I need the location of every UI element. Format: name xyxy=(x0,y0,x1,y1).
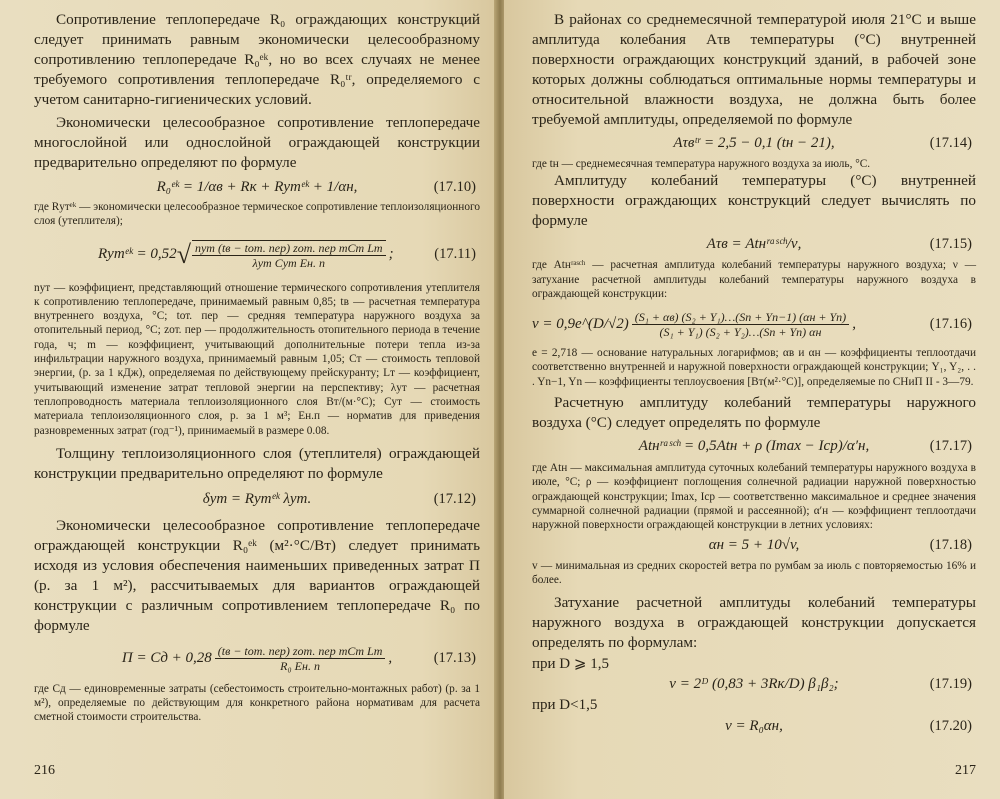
formula-17-11-fraction xyxy=(192,240,386,270)
formula-17-17-number: (17.17) xyxy=(929,437,972,454)
sqrt-sign: √ xyxy=(176,239,191,269)
right-page xyxy=(504,0,1000,799)
right-para-4: Затухание расчетной амплитуды колебаний температуры наружного воздуха в ограждающей конструкции допускается определять по формулам: xyxy=(532,594,976,652)
formula-17-16-denominator: (S₁ + Y₁) (S₂ + Y₂)…(Sn + Yn) αн xyxy=(659,324,822,339)
formula-17-11 xyxy=(34,235,480,275)
formula-17-17 xyxy=(532,435,976,457)
formula-17-16-left: ν = 0,9e^(D/√2) xyxy=(532,315,629,332)
left-definition-1: где Rутᵉᵏ — экономически целесообразное термическое сопротивление теплоизоляционного слоя (утеплителя); xyxy=(34,201,480,228)
right-para-1: В районах со среднемесячной температурой июля 21°С и выше амплитуда колебания Aτв температуры (°С) внутренней поверхности ограждающих конструкций зданий, в рабочей зоне которых должны соблюдаться оптимальные нормы температуры и относительной влажности воздуха, не должна быть более требуемой амплитуды, определяемой по формуле xyxy=(532,11,976,128)
formula-17-12-text: δут = Rутᵉᵏ λут. xyxy=(202,491,312,508)
formula-17-16-number: (17.16) xyxy=(929,315,972,332)
left-para-3: Толщину теплоизоляционного слоя (утеплителя) ограждающей конструкции предварительно определяют по формуле xyxy=(34,444,480,482)
left-para-2: Экономически целесообразное сопротивление теплопередаче многослойной или однослойной ограждающей конструкции предварительно определяют по формуле xyxy=(34,114,480,171)
formula-17-19-text: ν = 2ᴰ (0,83 + 3Rк/D) β₁β₂; xyxy=(669,675,839,692)
right-definition-2: где Atнʳᵃˢᶜʰ — расчетная амплитуда колебаний температуры наружного воздуха; ν — затухание расчетной амплитуды колебаний температуры наружного воздуха в ограждающей конструкции: xyxy=(532,259,976,300)
formula-17-13-number: (17.13) xyxy=(433,650,476,667)
formula-17-11-left: Rутᵉᵏ = 0,52 xyxy=(98,246,177,263)
formula-17-16-fraction xyxy=(632,310,849,339)
left-definition-2: nут — коэффициент, представляющий отношение термического сопротивления утеплителя к сопротивлению теплопередаче, принимаемый равным 0,85; tв — расчетная температура внутреннего воздуха, °С; tот. пер — средняя температура наружного воздуха за отопительный период, °С; zот. пер — продолжительность отопительного периода в течение года, ч; m — коэффициент, учитывающий дополнительные потери тепла из-за инфильтрации наружного воздуха, принимаемый равным 1,05; Ст — стоимость тепловой энергии, (р. за 1 кДж), определяемая по действующему прейскуранту; Lт — коэффициент, учитывающий изменение затрат тепловой энергии на перспективу; λут — расчетная теплопроводность материала теплоизоляционного слоя Вт/(м·°С); Сут — стоимость материала теплоизоляционного слоя, р. за 1 м³; Ен.п — норматив для приведения разновременных затрат (год⁻¹), принимаемый в размере 0.08. xyxy=(34,281,480,437)
formula-17-16-numerator: (S₁ + αв) (S₂ + Y₁)…(Sn + Yn−1) (αн + Yn) xyxy=(632,310,849,325)
formula-17-11-denominator: λут Cут Eн. п xyxy=(252,255,325,270)
formula-17-19-number: (17.19) xyxy=(929,675,972,692)
page-number-right: 217 xyxy=(955,763,976,778)
right-definition-4: где Atн — максимальная амплитуда суточных колебаний температуры наружного воздуха в июле, °С; ρ — коэффициент поглощения солнечной радиации наружной поверхностью ограждающей конструкции; Imax, Iср — соответственно максимальное и среднее значения суммарной солнечной радиации (прямой и рассеянной); α′н — коэффициент теплоотдачи наружной поверхности ограждающей конструкции в летних условиях: xyxy=(532,462,976,532)
formula-17-15-text: Aτв = Atнʳᵃˢᶜʰ/ν, xyxy=(706,235,802,252)
left-page xyxy=(0,0,496,799)
condition-row-1 xyxy=(532,653,976,673)
right-para-2: Амплитуду колебаний температуры (°С) внутренней поверхности ограждающих конструкций следует вычислять по формуле xyxy=(532,172,976,230)
formula-17-12-number: (17.12) xyxy=(433,491,476,508)
formula-17-16-tail: , xyxy=(852,315,856,332)
formula-17-15 xyxy=(532,233,976,255)
formula-17-10 xyxy=(34,176,480,198)
formula-17-10-text: R₀ᵉᵏ = 1/αв + Rк + Rутᵉᵏ + 1/αн, xyxy=(156,178,358,195)
formula-17-11-number: (17.11) xyxy=(434,246,476,263)
formula-17-13-tail: , xyxy=(388,650,393,667)
formula-17-13-fraction xyxy=(215,644,386,673)
formula-17-14 xyxy=(532,132,976,154)
formula-17-13-numerator: (tв − tот. пер) zот. пер mCт Lт xyxy=(215,644,386,659)
formula-17-15-number: (17.15) xyxy=(929,235,972,252)
formula-17-12 xyxy=(34,488,480,512)
formula-17-18-number: (17.18) xyxy=(929,537,972,554)
condition-1-label: при D ⩾ 1,5 xyxy=(532,655,609,672)
formula-17-20-text: ν = R₀αн, xyxy=(725,717,783,734)
left-para-1: Сопротивление теплопередаче R₀ ограждающих конструкций следует принимать равным экономически целесообразному сопротивлению теплопередаче R₀ᵉᵏ, но во всех случаях не менее требуемого сопротивления теплопередаче R₀ᵗʳ, определяемого с учетом санитарно-гигиенических условий. xyxy=(34,11,480,108)
formula-17-13-denominator: R₀ Eн. п xyxy=(280,659,320,674)
right-definition-5: v — минимальная из средних скоростей ветра по румбам за июль с повторяемостью 16% и более. xyxy=(532,559,976,586)
formula-17-18 xyxy=(532,535,976,557)
formula-17-20-number: (17.20) xyxy=(929,717,972,734)
formula-17-11-numerator: nут (tв − tот. пер) zот. пер mCт Lт xyxy=(192,241,386,256)
formula-17-10-number: (17.10) xyxy=(433,178,476,195)
formula-17-18-text: αн = 5 + 10√v, xyxy=(708,537,800,554)
left-para-4: Экономически целесообразное сопротивление теплопередаче ограждающей конструкции R₀ᵉᵏ (м²·°С/Вт) следует принимать исходя из условия обеспечения наименьших приведенных затрат П (р. за 1 м²), рассчитываемых для вариантов ограждающей конструкции с различным сопротивлением теплопередаче R₀ по формуле xyxy=(34,516,480,634)
left-definition-4: где Сд — единовременные затраты (себестоимость строительно-монтажных работ) (р. за 1 м²), определяемые по действующим для конкретного района нормативам для расчета сметной стоимости строительства. xyxy=(34,682,480,724)
formula-17-17-text: Atнʳᵃˢᶜʰ = 0,5Atн + ρ (Imax − Iср)/α′н, xyxy=(638,437,870,454)
condition-2-label: при D<1,5 xyxy=(532,696,598,713)
right-definition-1: где tн — среднемесячная температура наружного воздуха за июль, °С. xyxy=(532,158,871,170)
formula-17-19 xyxy=(532,673,976,695)
formula-17-14-text: Aτвᵗʳ = 2,5 − 0,1 (tн − 21), xyxy=(673,134,835,151)
formula-17-16 xyxy=(532,307,976,341)
right-definition-3: e = 2,718 — основание натуральных логарифмов; αв и αн — коэффициенты теплоотдачи соответственно внутренней и наружной поверхности ограждающей конструкции; Y₁, Y₂, . . . Yn−1, Yn — коэффициенты теплоусвоения [Вт(м²·°С)], определяемые по СНиП II - 3—79. xyxy=(532,347,976,388)
formula-17-14-number: (17.14) xyxy=(929,134,972,151)
right-para-3: Расчетную амплитуду колебаний температуры наружного воздуха (°С) следует определять по формуле xyxy=(532,394,976,432)
page-number-left: 216 xyxy=(34,763,55,778)
formula-17-20 xyxy=(532,715,976,737)
formula-17-13 xyxy=(34,642,480,676)
condition-row-2 xyxy=(532,695,976,715)
formula-17-11-tail: ; xyxy=(388,246,394,263)
formula-17-13-left: П = Сд + 0,28 xyxy=(121,650,212,667)
